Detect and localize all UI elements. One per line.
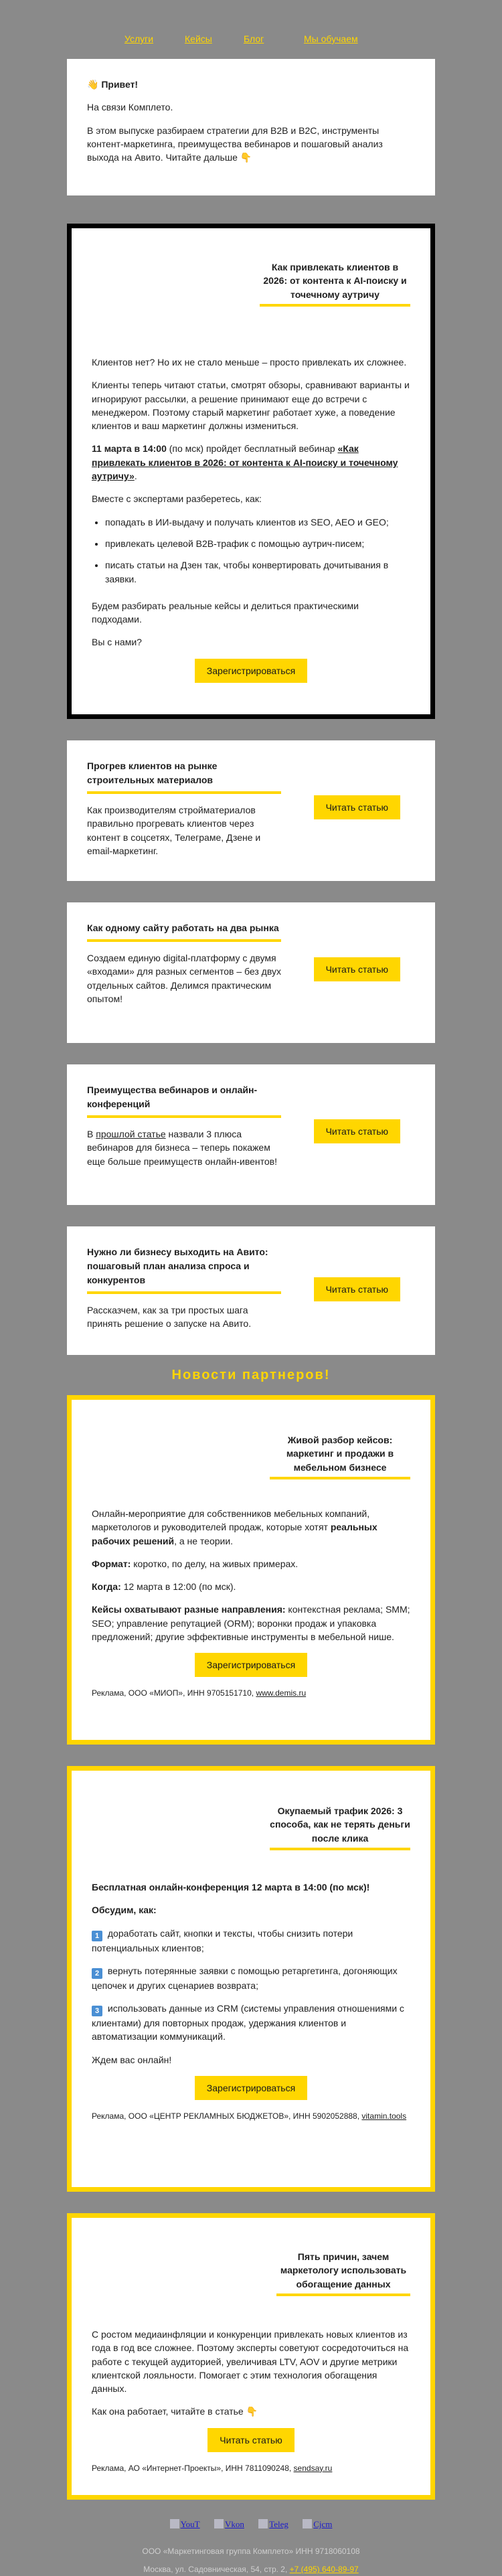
webinar-title: Как привлекать клиентов в 2026: от контента к AI-поиску и точечному аутричу xyxy=(260,260,410,307)
list-item: 3 использовать данные из CRM (системы управления отношениями с клиентами) для повторных продаж, удержания клиентов и автоматизации коммуникаций. xyxy=(92,2003,404,2042)
list-item: • привлекать целевой B2B-трафик с помощью аутрич-писем; xyxy=(105,537,410,550)
read-article-button[interactable]: Читать статью xyxy=(207,2428,294,2452)
partner-card-2 xyxy=(67,1766,435,2192)
advertiser-link[interactable]: sendsay.ru xyxy=(293,2463,333,2473)
title-underline xyxy=(260,304,410,307)
article-card-1 xyxy=(67,740,435,881)
read-article-button[interactable]: Читать статью xyxy=(314,795,400,819)
partner2-p1: Бесплатная онлайн-конференция 12 марта в 14:00 (по мск)! xyxy=(92,1882,370,1893)
intro-card xyxy=(67,59,435,195)
company-address: Москва, ул. Садовническая, 54, стр. 2, +7 (495) 640-89-97 xyxy=(143,2565,359,2575)
company-site-link[interactable]: Cjcm xyxy=(303,2519,332,2529)
article-text: Как производителям стройматериалов правильно прогревать клиентов через контент в соцсетях, Телеграме, Дзене и email-маркетинг. xyxy=(87,805,261,856)
keycap-2-icon: 2 xyxy=(92,1968,102,1979)
nav-link-education[interactable]: Мы обучаем xyxy=(304,33,358,44)
social-links xyxy=(0,2518,502,2531)
article-card-2 xyxy=(67,902,435,1043)
webinar-link[interactable]: «Как привлекать клиентов в 2026: от контента к AI-поиску и точечному аутричу» xyxy=(92,443,398,482)
partner2-p3: Ждем вас онлайн! xyxy=(92,2054,172,2065)
youtube-icon xyxy=(170,2519,179,2528)
company-info: ООО «Маркетинговая группа Комплето» ИНН 9718060108 xyxy=(142,2546,360,2556)
partner1-p4: Кейсы охватывают разные направления: контекстная реклама; SMM; SEO; управление репутацией (ORM); воронки продаж и упаковка предложений; другие эффективные инструменты в мебельной нише. xyxy=(92,1604,410,1643)
title-underline xyxy=(276,2293,410,2296)
partner1-p3: Когда: 12 марта в 12:00 (по мск). xyxy=(92,1581,236,1593)
previous-article-link[interactable]: прошлой статье xyxy=(96,1129,166,1139)
webinar-card xyxy=(67,224,435,719)
read-article-button[interactable]: Читать статью xyxy=(314,1119,400,1143)
phone-link[interactable]: +7 (495) 640-89-97 xyxy=(289,2565,359,2575)
article-text: В прошлой статье назвали 3 плюса вебинаров для бизнеса – теперь покажем еще больше преимуществ онлайн-ивентов! xyxy=(87,1129,278,1167)
article-card-3 xyxy=(67,1064,435,1205)
keycap-3-icon: 3 xyxy=(92,2006,102,2016)
partner-title: Живой разбор кейсов: маркетинг и продажи в мебельном бизнесе xyxy=(270,1433,410,1479)
article-text: Создаем единую digital-платформу с двумя «входами» для разных сегментов – без двух отдельных сайтов. Делимся практическим опытом! xyxy=(87,953,281,1004)
ad-disclaimer: Реклама, ООО «МИОП», ИНН 9705151710, www.demis.ru xyxy=(92,1688,307,1698)
read-article-button[interactable]: Читать статью xyxy=(314,1277,400,1301)
nav-link-services[interactable]: Услуги xyxy=(124,33,154,44)
title-underline xyxy=(87,791,281,794)
register-button[interactable]: Зарегистрироваться xyxy=(195,2076,307,2100)
partner1-p1: Онлайн-мероприятие для собственников мебельных компаний, маркетологов и руководителей продаж, которые хотят реальных рабочих решений, а не теории. xyxy=(92,1508,378,1546)
keycap-1-icon: 1 xyxy=(92,1931,102,1941)
ad-disclaimer: Реклама, ООО «ЦЕНТР РЕКЛАМНЫХ БЮДЖЕТОВ», ИНН 5902052888, vitamin.tools xyxy=(92,2111,407,2121)
webinar-p3: 11 марта в 14:00 (по мск) пройдет бесплатный вебинар «Как привлекать клиентов в 2026: от контента к AI-поиску и точечному аутричу». xyxy=(92,443,398,482)
intro-line-1: На связи Комплето. xyxy=(87,102,173,113)
article-card-4 xyxy=(67,1226,435,1355)
vk-icon xyxy=(214,2519,224,2528)
list-item: • писать статьи на Дзен так, чтобы конвертировать дочитывания в заявки. xyxy=(105,558,410,586)
title-underline xyxy=(270,1848,410,1850)
webinar-p2: Клиенты теперь читают статьи, смотрят обзоры, сравнивают варианты и игнорируют рассылки, а решение принимают еще до встречи с менеджером. Поэтому старый маркетинг работает хуже, а поведение клиентов и ваш маркетинг должны измениться. xyxy=(92,380,410,432)
article-title: Прогрев клиентов на рынке строительных материалов xyxy=(87,760,218,785)
partner2-p2: Обсудим, как: xyxy=(92,1905,157,1916)
partner-card-1 xyxy=(67,1395,435,1745)
article-title: Нужно ли бизнесу выходить на Авито: пошаговый план анализа спроса и конкурентов xyxy=(87,1246,268,1285)
register-button[interactable]: Зарегистрироваться xyxy=(195,1653,307,1677)
partner-card-3 xyxy=(67,2213,435,2500)
list-item: • попадать в ИИ-выдачу и получать клиентов из SEO, AEO и GEO; xyxy=(105,515,410,529)
partners-heading: Новости партнеров! xyxy=(171,1368,331,1382)
read-article-button[interactable]: Читать статью xyxy=(314,957,400,981)
partner-title: Пять причин, зачем маркетологу использовать обогащение данных xyxy=(276,2250,410,2296)
nav-link-cases[interactable]: Кейсы xyxy=(185,33,212,44)
intro-line-2: В этом выпуске разбираем стратегии для B2B и B2C, инструменты контент-маркетинга, преимущества вебинаров и пошаговый анализ выхода на Авито. Читайте дальше 👇 xyxy=(87,125,383,163)
vk-link[interactable]: Vkon xyxy=(214,2519,244,2529)
article-text: Рассказчем, как за три простых шага принять решение о запуске на Авито. xyxy=(87,1305,252,1330)
youtube-link[interactable]: YouT xyxy=(170,2519,200,2529)
top-nav xyxy=(67,0,435,59)
title-underline xyxy=(87,1291,281,1294)
list-item: 2 вернуть потерянные заявки с помощью ретаргетинга, догоняющих цепочек и других сценариев возврата; xyxy=(92,1965,398,1991)
wave-hand-icon: 👋 xyxy=(87,79,99,90)
list-item: 1 доработать сайт, кнопки и тексты, чтобы снизить потери потенциальных клиентов; xyxy=(92,1927,353,1953)
webinar-p1: Клиентов нет? Но их не стало меньше – просто привлекать их сложнее. xyxy=(92,357,407,368)
ad-disclaimer: Реклама, АО «Интернет-Проекты», ИНН 7811090248, sendsay.ru xyxy=(92,2463,333,2473)
nav-link-blog[interactable]: Блог xyxy=(244,33,264,44)
title-underline xyxy=(87,1115,281,1118)
site-icon xyxy=(303,2519,312,2528)
telegram-icon xyxy=(258,2519,268,2528)
footer xyxy=(0,2500,502,2576)
webinar-p5: Будем разбирать реальные кейсы и делиться практическими подходами. xyxy=(92,600,359,625)
advertiser-link[interactable]: www.demis.ru xyxy=(256,1688,307,1698)
advertiser-link[interactable]: vitamin.tools xyxy=(361,2111,407,2121)
partner3-p1: С ростом медиаинфляции и конкуренции привлекать новых клиентов из года в год все сложнее. Поэтому эксперты советуют сосредоточиться на работе с текущей аудиторией, увеличивая LTV, AOV и другие метрики клиентской лояльности. Помогает с этим технология обогащения данных. xyxy=(92,2329,409,2395)
greeting: 👋 Привет! xyxy=(87,79,139,90)
webinar-bullets xyxy=(92,515,410,586)
partner3-p2: Как она работает, читайте в статье 👇 xyxy=(92,2406,258,2417)
webinar-p4: Вместе с экспертами разберетесь, как: xyxy=(92,493,262,505)
article-title: Преимущества вебинаров и онлайн-конференций xyxy=(87,1084,258,1109)
partner1-p2: Формат: коротко, по делу, на живых примерах. xyxy=(92,1558,299,1569)
telegram-link[interactable]: Teleg xyxy=(258,2519,288,2529)
title-underline xyxy=(270,1477,410,1479)
title-underline xyxy=(87,939,281,942)
article-title: Как одному сайту работать на два рынка xyxy=(87,922,279,933)
register-button[interactable]: Зарегистрироваться xyxy=(195,659,307,683)
webinar-p6: Вы с нами? xyxy=(92,637,142,648)
partner-title: Окупаемый трафик 2026: 3 способа, как не терять деньги после клика xyxy=(270,1804,410,1850)
